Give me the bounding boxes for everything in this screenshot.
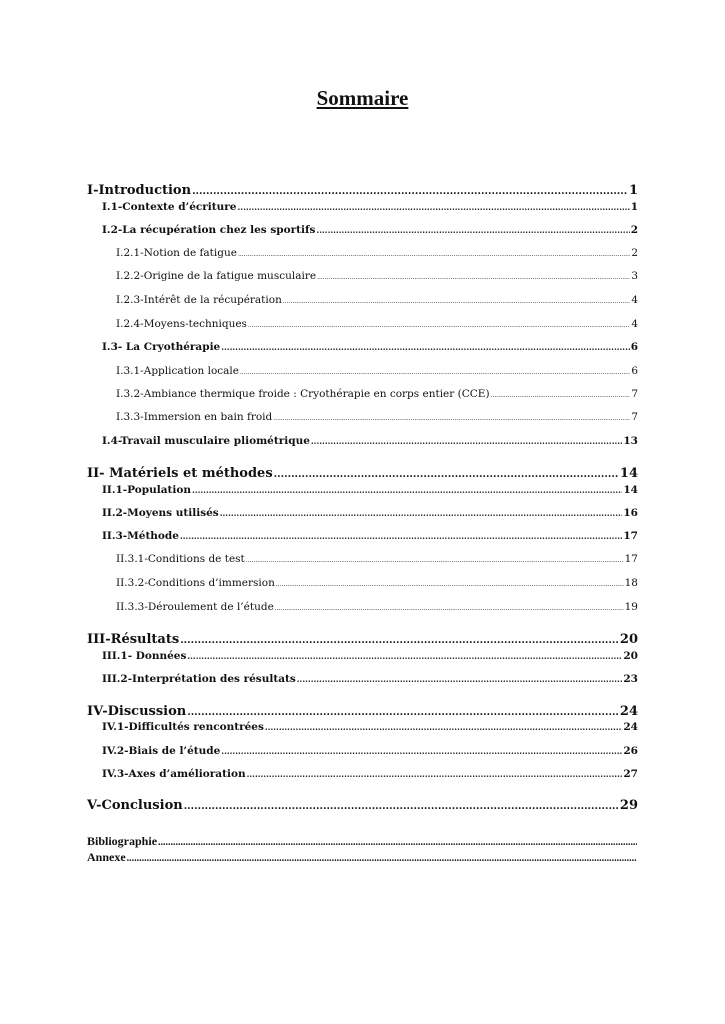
toc-leader-dots: [158, 837, 637, 848]
toc-leader-dots: [317, 274, 630, 281]
toc-entry-label: I.3.2-Ambiance thermique froide : Cryothérapie en corps entier (CCE): [116, 388, 490, 400]
toc-entry[interactable]: [102, 721, 638, 733]
toc-entry[interactable]: [102, 201, 638, 213]
toc-leader-dots: [240, 369, 630, 376]
toc-entry-label: I.2.1-Notion de fatigue: [116, 247, 237, 259]
toc-leader-dots: [180, 635, 619, 646]
toc-entry[interactable]: [102, 341, 638, 353]
toc-entry-label: IV-Discussion: [87, 704, 187, 719]
toc-entry[interactable]: [116, 365, 638, 377]
toc-leader-dots: [192, 186, 628, 197]
toc-entry-label: III.1- Données: [102, 650, 187, 662]
toc-entry-page: 24: [619, 704, 638, 719]
toc-leader-dots: [311, 436, 622, 446]
toc-entry-label: I.3.3-Immersion en bain froid: [116, 411, 273, 423]
toc-leader-dots: [248, 322, 630, 329]
page-title: Sommaire: [316, 86, 409, 110]
toc-entry-page: 24: [623, 721, 638, 733]
toc-leader-dots: [283, 298, 630, 305]
toc-entry[interactable]: [116, 577, 638, 589]
toc-leader-dots: [221, 746, 622, 756]
toc-entry-label: I.3.1-Application locale: [116, 365, 240, 377]
toc-entry[interactable]: [116, 294, 638, 306]
toc-leader-dots: [127, 853, 637, 864]
toc-entry[interactable]: [102, 650, 638, 662]
toc-leader-dots: [246, 557, 624, 564]
toc-entry-label: IV.3-Axes d’amélioration: [102, 768, 246, 780]
toc-entry-label: III-Résultats: [87, 632, 180, 647]
toc-entry-label: IV.1-Difficultés rencontrées: [102, 721, 264, 733]
toc-leader-dots: [238, 202, 630, 212]
toc-entry-label: I.2.3-Intérêt de la récupération: [116, 294, 282, 306]
toc-entry[interactable]: [116, 601, 638, 613]
toc-leader-dots: [491, 392, 631, 399]
toc-entry[interactable]: [87, 632, 638, 647]
toc-entry-page: 4: [631, 294, 638, 306]
toc-leader-dots: [274, 469, 619, 480]
toc-entry-label: II.3.3-Déroulement de l’étude: [116, 601, 274, 613]
toc-entry-label: I.2-La récupération chez les sportifs: [102, 224, 316, 236]
toc-entry-label: I.4-Travail musculaire pliométrique: [102, 435, 310, 447]
toc-leader-dots: [297, 674, 623, 684]
toc-entry-label: I.3- La Cryothérapie: [102, 341, 221, 353]
toc-entry-page: 3: [631, 270, 638, 282]
toc-leader-dots: [273, 415, 630, 422]
toc-entry[interactable]: [102, 435, 638, 447]
toc-entry[interactable]: [116, 388, 638, 400]
toc-entry-label: I.2.4-Moyens-techniques: [116, 318, 247, 330]
toc-entry-page: 29: [619, 798, 638, 813]
toc-entry-page: 6: [630, 341, 638, 353]
toc-entry[interactable]: [116, 411, 638, 423]
toc-entry-page: 17: [623, 530, 638, 542]
toc-leader-dots: [265, 722, 622, 732]
toc-entry-page: 16: [623, 507, 638, 519]
toc-entry-label: III.2-Interprétation des résultats: [102, 673, 296, 685]
toc-entry[interactable]: [87, 183, 638, 198]
toc-entry[interactable]: [87, 704, 638, 719]
toc-entry-page: 19: [624, 601, 638, 613]
toc-entry-label: II.3-Méthode: [102, 530, 179, 542]
toc-entry-label: I.1-Contexte d’écriture: [102, 201, 237, 213]
toc-entry-page: 2: [631, 247, 638, 259]
toc-entry[interactable]: [87, 798, 638, 813]
toc-entry[interactable]: [116, 270, 638, 282]
toc-entry-page: 18: [624, 577, 638, 589]
toc-entry-page: 27: [623, 768, 638, 780]
toc-entry-page: 14: [623, 484, 638, 496]
toc-leader-dots: [275, 605, 624, 612]
toc-entry-label: II.3.2-Conditions d’immersion: [116, 577, 275, 589]
toc-entry-page: 2: [630, 224, 638, 236]
toc-entry-page: 7: [631, 411, 638, 423]
toc-leader-dots: [180, 531, 622, 541]
toc-entry-page: 23: [623, 673, 638, 685]
toc-entry-page: 26: [623, 745, 638, 757]
toc-entry[interactable]: [87, 466, 638, 481]
toc-leader-dots: [238, 251, 630, 258]
toc-entry[interactable]: [87, 834, 638, 849]
toc-entry-label: V-Conclusion: [87, 798, 183, 813]
toc-entry-label: II.1-Population: [102, 484, 192, 496]
toc-leader-dots: [187, 707, 619, 718]
toc-entry-page: 1: [628, 183, 638, 198]
toc-entry[interactable]: [102, 507, 638, 519]
toc-entry-label: II.2-Moyens utilisés: [102, 507, 219, 519]
toc-entry[interactable]: [102, 673, 638, 685]
toc-entry-label: Bibliographie: [87, 834, 158, 848]
toc-leader-dots: [187, 651, 622, 661]
toc-entry-page: 20: [619, 632, 638, 647]
toc-entry[interactable]: [102, 768, 638, 780]
toc-entry-page: 17: [624, 553, 638, 565]
toc-entry[interactable]: [116, 247, 638, 259]
toc-entry[interactable]: [116, 318, 638, 330]
toc-entry-label: II.3.1-Conditions de test: [116, 553, 245, 565]
toc-entry-page: 6: [631, 365, 638, 377]
toc-entry-page: 13: [623, 435, 638, 447]
toc-leader-dots: [220, 508, 623, 518]
toc-entry[interactable]: [102, 530, 638, 542]
toc-entry-label: Annexe: [87, 850, 126, 864]
toc-entry-label: I-Introduction: [87, 183, 192, 198]
toc-entry[interactable]: [116, 553, 638, 565]
toc-entry[interactable]: [102, 745, 638, 757]
toc-entry[interactable]: [102, 484, 638, 496]
toc-leader-dots: [192, 485, 622, 495]
toc-entry-label: I.2.2-Origine de la fatigue musculaire: [116, 270, 317, 282]
toc-leader-dots: [247, 769, 623, 779]
toc-entry-page: 14: [619, 466, 638, 481]
toc-leader-dots: [316, 225, 629, 235]
toc-entry[interactable]: [87, 850, 638, 865]
toc-entry-page: 1: [630, 201, 638, 213]
toc-entry-label: II- Matériels et méthodes: [87, 466, 273, 481]
toc-leader-dots: [221, 342, 629, 352]
toc-entry-page: 7: [631, 388, 638, 400]
toc-entry-page: 20: [623, 650, 638, 662]
toc-entry[interactable]: [102, 224, 638, 236]
toc-entry-label: IV.2-Biais de l’étude: [102, 745, 221, 757]
toc-entry-page: 4: [631, 318, 638, 330]
toc-leader-dots: [276, 581, 624, 588]
toc-leader-dots: [184, 801, 619, 812]
